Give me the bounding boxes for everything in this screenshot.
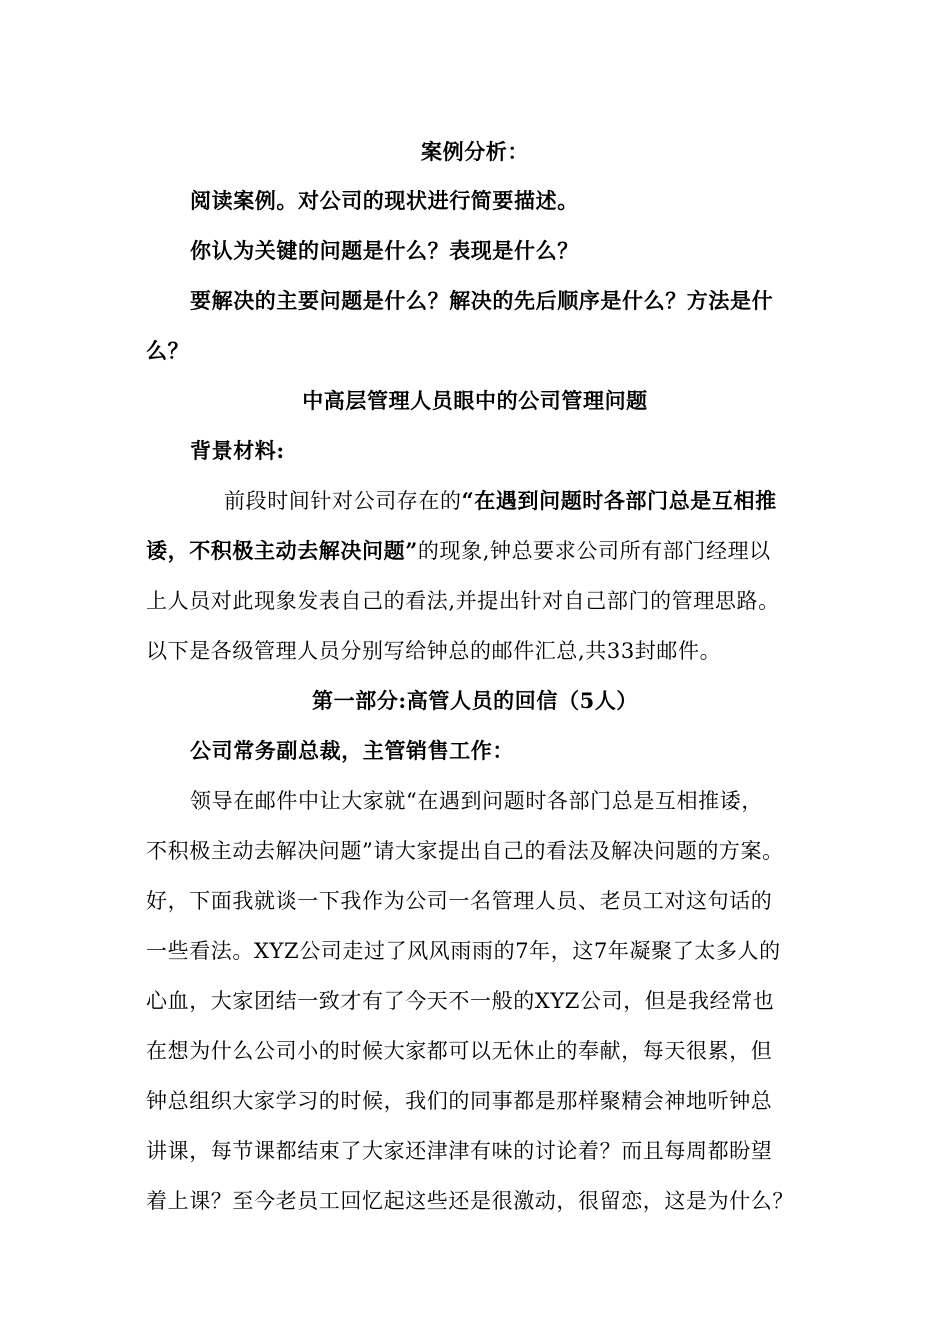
body-line-4: 一些看法。XYZ公司走过了风风雨雨的7年，这7年凝聚了太多人的 [146, 939, 781, 963]
question-3: 要解决的主要问题是什么？解决的先后顺序是什么？方法是什 [190, 288, 774, 313]
body-line-8: 讲课，每节课都结束了大家还津津有味的讨论着？而且每周都盼望 [146, 1139, 773, 1163]
case-analysis-heading: 案例分析： [421, 139, 529, 164]
question-2: 你认为关键的问题是什么？表现是什么？ [190, 238, 579, 263]
background-line-1 [224, 486, 777, 516]
question-1: 阅读案例。对公司的现状进行简要描述。 [190, 188, 579, 213]
question-3-continued: 么？ [146, 338, 190, 363]
background-line-3: 上人员对此现象发表自己的看法,并提出针对自己部门的管理思路。 [146, 589, 780, 613]
background-line-2-bold: 诿，不积极主动去解决问题” [146, 538, 418, 563]
body-line-1: 领导在邮件中让大家就“在遇到问题时各部门总是互相推诿， [190, 789, 763, 813]
vp-label: 公司常务副总裁，主管销售工作： [190, 738, 514, 763]
background-line-2 [146, 536, 771, 566]
part1-title: 第一部分:高管人员的回信（5人） [312, 688, 638, 713]
body-line-6: 在想为什么公司小的时候大家都可以无休止的奉献，每天很累，但 [146, 1039, 773, 1063]
background-line-1-bold: “在遇到问题时各部门总是互相推 [461, 488, 777, 513]
background-line-2-plain: 的现象,钟总要求公司所有部门经理以 [417, 539, 771, 563]
background-line-4: 以下是各级管理人员分别写给钟总的邮件汇总,共33封邮件。 [146, 639, 722, 663]
body-line-5: 心血，大家团结一致才有了今天不一般的XYZ公司，但是我经常也 [146, 989, 775, 1013]
main-title: 中高层管理人员眼中的公司管理问题 [302, 388, 648, 413]
body-line-9: 着上课？至今老员工回忆起这些还是很激动，很留恋，这是为什么？ [146, 1189, 794, 1213]
background-label: 背景材料: [190, 438, 285, 463]
body-line-2: 不积极主动去解决问题”请大家提出自己的看法及解决问题的方案。 [146, 839, 784, 863]
body-line-7: 钟总组织大家学习的时候，我们的同事都是那样聚精会神地听钟总 [146, 1089, 773, 1113]
background-line-1-plain: 前段时间针对公司存在的 [224, 489, 462, 513]
body-line-3: 好，下面我就谈一下我作为公司一名管理人员、老员工对这句话的 [146, 889, 773, 913]
